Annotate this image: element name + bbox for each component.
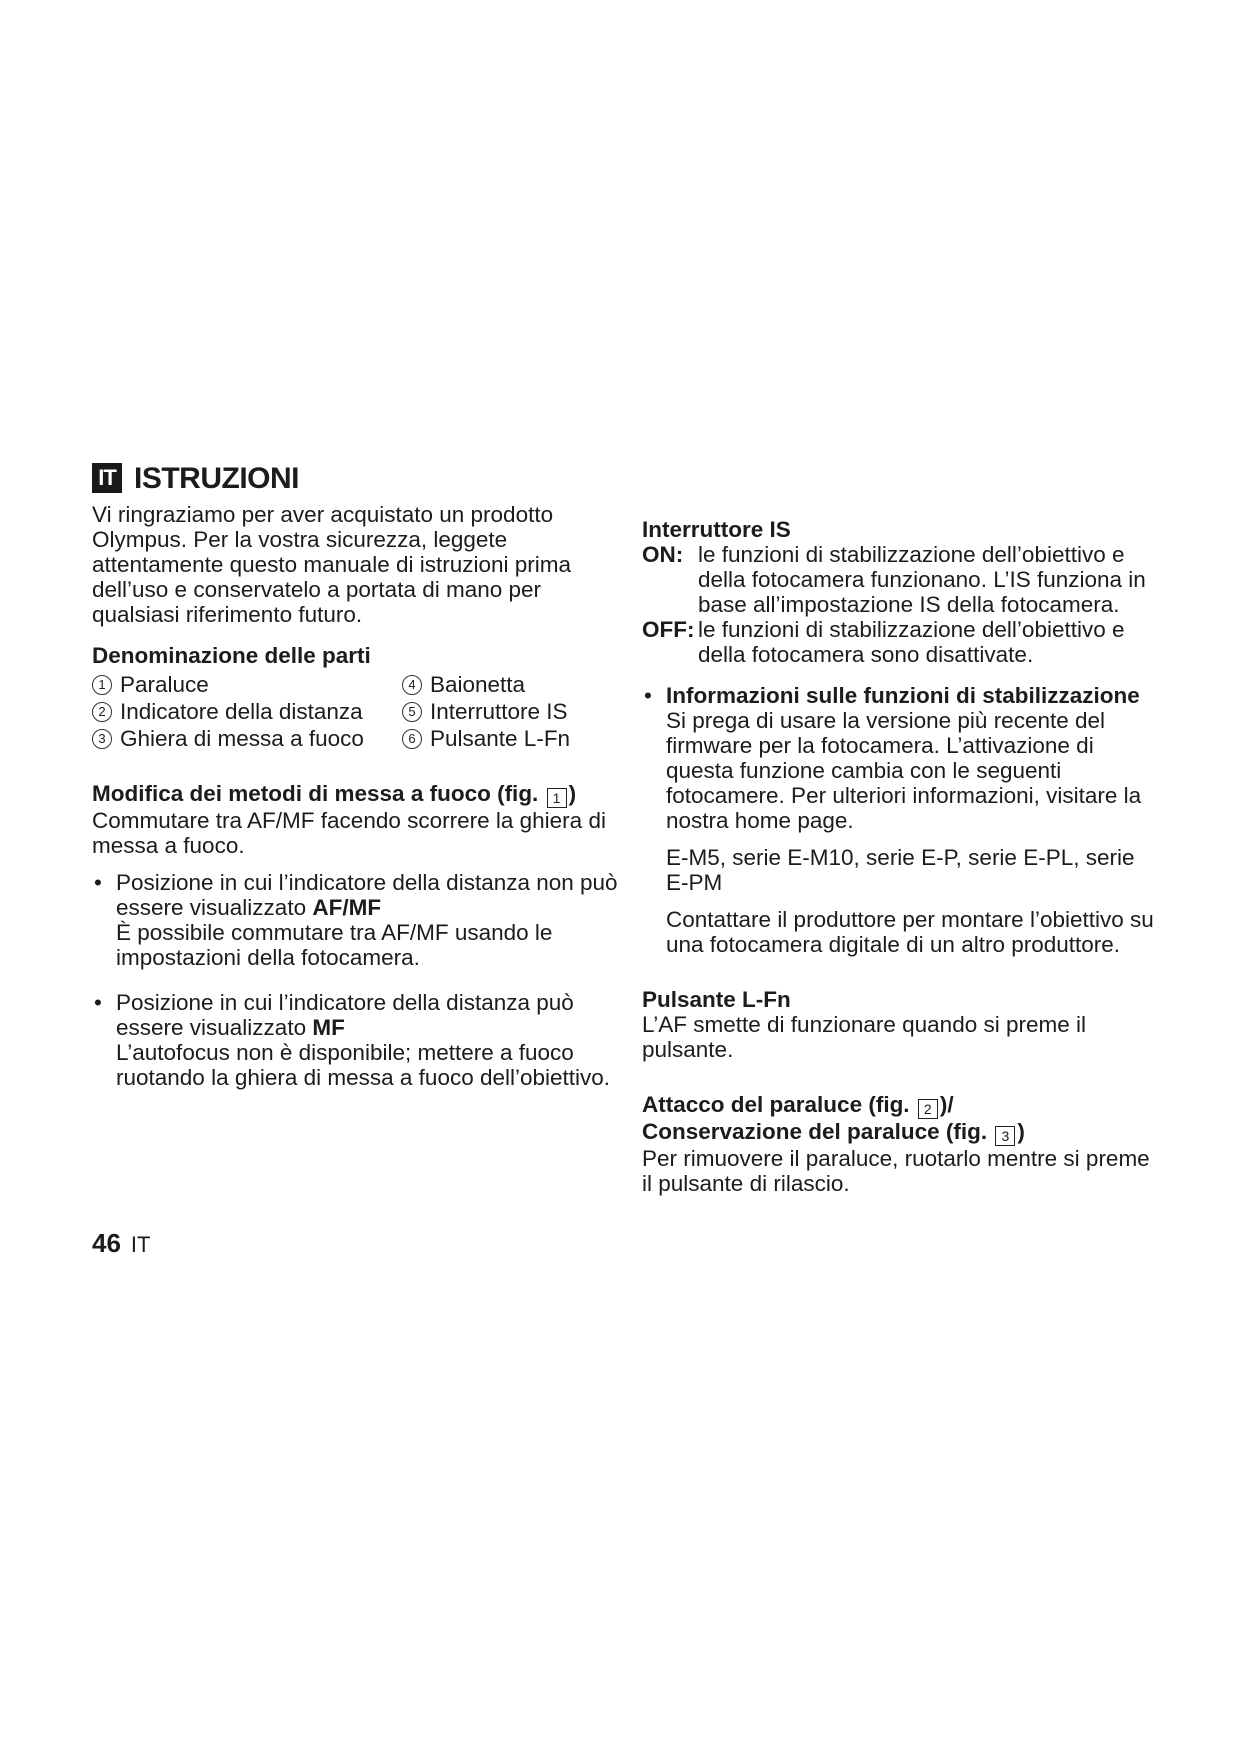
page-title: ISTRUZIONI: [134, 461, 299, 495]
part-label: Baionetta: [430, 672, 526, 697]
bullet-item: [92, 870, 622, 970]
page-footer: [92, 1228, 150, 1259]
figure-ref-icon: 3: [995, 1126, 1015, 1146]
off-text: le funzioni di stabilizzazione dell’obiettivo e della fotocamera sono disattivate.: [698, 617, 1125, 667]
part-item: [402, 699, 622, 724]
info-text: Si prega di usare la versione più recente del firmware per la fotocamera. L’attivazione di questa funzione cambia con le seguenti fotocamere. Per ulteriori informazioni, visitare la nostra home page.: [666, 708, 1142, 833]
section-title-row: [92, 460, 622, 496]
language-badge: IT: [92, 463, 122, 493]
hood-heading-store-end: ): [1017, 1119, 1025, 1144]
circled-number-icon: 1: [92, 675, 112, 695]
lfn-heading: Pulsante L-Fn: [642, 987, 791, 1012]
part-label: Pulsante L-Fn: [430, 726, 571, 751]
bullet-text: [116, 990, 622, 1040]
part-item: [402, 726, 622, 751]
hood-heading-attach-text: Attacco del paraluce (fig.: [642, 1092, 910, 1117]
focus-paragraph: Commutare tra AF/MF facendo scorrere la ghiera di messa a fuoco.: [92, 808, 606, 858]
bullet-bold: MF: [312, 1015, 345, 1040]
info-heading: • Informazioni sulle funzioni di stabilizzazione: [666, 683, 1140, 708]
bullet-sub: È possibile commutare tra AF/MF usando le impostazioni della fotocamera.: [116, 920, 553, 970]
on-text: le funzioni di stabilizzazione dell’obiettivo e della fotocamera funzionano. L’IS funziona in base all’impostazione IS della fotocamera.: [698, 542, 1146, 617]
figure-ref-icon: 1: [547, 788, 567, 808]
camera-list: E-M5, serie E-M10, serie E-P, serie E-PL, serie E-PM: [666, 845, 1135, 895]
focus-heading-end: ): [568, 781, 577, 806]
focus-heading: [92, 781, 622, 808]
figure-ref-icon: 2: [918, 1099, 938, 1119]
page-number: 46: [92, 1228, 121, 1258]
bullet-text: [116, 870, 622, 920]
intro-paragraph: Vi ringraziamo per aver acquistato un prodotto Olympus. Per la vostra sicurezza, leggete attentamente questo manuale di istruzioni prima dell’uso e conservatelo a portata di mano per qualsiasi riferimento futuro.: [92, 502, 572, 627]
bullet-item: [92, 990, 622, 1090]
parts-list: [92, 672, 622, 751]
bullet-main: Posizione in cui l’indicatore della distanza può essere visualizzato: [116, 990, 574, 1040]
part-label: Paraluce: [120, 672, 209, 697]
hood-heading-attach-end: )/: [939, 1092, 954, 1117]
off-definition: [642, 617, 1162, 667]
info-bullet: [642, 683, 1162, 957]
is-heading: Interruttore IS: [642, 517, 791, 542]
part-item: [92, 726, 402, 751]
parts-heading: Denominazione delle parti: [92, 643, 371, 668]
circled-number-icon: 6: [402, 729, 422, 749]
hood-heading-store: [642, 1119, 1162, 1146]
bullet-bold: AF/MF: [312, 895, 382, 920]
on-key: ON:: [642, 542, 684, 567]
circled-number-icon: 5: [402, 702, 422, 722]
part-label: Interruttore IS: [430, 699, 568, 724]
page-language: IT: [130, 1232, 151, 1257]
part-item: [92, 699, 402, 724]
bullet-main: Posizione in cui l’indicatore della distanza non può essere visualizzato: [116, 870, 618, 920]
circled-number-icon: 3: [92, 729, 112, 749]
right-column: [642, 517, 1162, 1196]
contact-text: Contattare il produttore per montare l’obiettivo su una fotocamera digitale di un altro produttore.: [666, 907, 1154, 957]
hood-heading-store-text: Conservazione del paraluce (fig.: [642, 1119, 988, 1144]
bullet-sub: L’autofocus non è disponibile; mettere a fuoco ruotando la ghiera di messa a fuoco dell’obiettivo.: [116, 1040, 611, 1090]
left-column: [92, 460, 622, 1090]
circled-number-icon: 4: [402, 675, 422, 695]
lfn-text: L’AF smette di funzionare quando si preme il pulsante.: [642, 1012, 1086, 1062]
focus-heading-text: Modifica dei metodi di messa a fuoco (fig.: [92, 781, 539, 806]
off-key: OFF:: [642, 617, 695, 642]
part-item: [92, 672, 402, 697]
circled-number-icon: 2: [92, 702, 112, 722]
part-item: [402, 672, 622, 697]
hood-heading-attach: [642, 1092, 1162, 1119]
part-label: Indicatore della distanza: [120, 699, 363, 724]
on-definition: [642, 542, 1162, 617]
hood-text: Per rimuovere il paraluce, ruotarlo mentre si preme il pulsante di rilascio.: [642, 1146, 1150, 1196]
part-label: Ghiera di messa a fuoco: [120, 726, 364, 751]
